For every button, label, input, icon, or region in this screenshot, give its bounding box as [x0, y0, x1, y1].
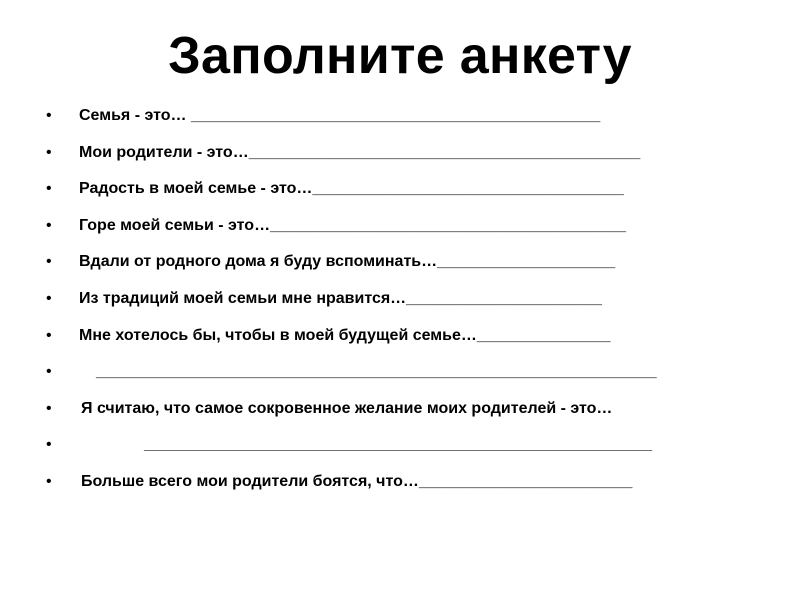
list-item — [0, 397, 800, 434]
survey-question-list — [0, 104, 800, 507]
answer-blank-line: _______________________________________________________________ — [96, 363, 657, 381]
question-text: Я считаю, что самое сокровенное желание моих родителей - это… — [81, 399, 613, 417]
bullet-icon: • — [46, 216, 52, 234]
question-text: Мне хотелось бы, чтобы в моей будущей семье…_______________ — [79, 326, 611, 344]
bullet-icon: • — [46, 399, 52, 417]
list-item — [0, 324, 800, 361]
question-text: Больше всего мои родители боятся, что…________________________ — [81, 472, 633, 490]
bullet-icon: • — [46, 253, 52, 271]
list-item — [0, 250, 800, 287]
question-text: Горе моей семьи - это…________________________________________ — [79, 216, 627, 234]
question-text: Из традиций моей семьи мне нравится…______________________ — [79, 289, 602, 307]
bullet-icon: • — [46, 472, 52, 490]
bullet-icon: • — [46, 436, 52, 454]
bullet-icon: • — [46, 107, 52, 124]
question-text: Вдали от родного дома я буду вспоминать…____________________ — [79, 253, 616, 271]
bullet-icon: • — [46, 180, 52, 198]
question-text: Радость в моей семье - это…___________________________________ — [79, 180, 624, 198]
bullet-icon: • — [46, 363, 52, 381]
bullet-icon: • — [46, 143, 52, 161]
page-title: Заполните анкету — [168, 27, 632, 85]
bullet-icon: • — [46, 289, 52, 307]
list-item — [0, 177, 800, 214]
list-item — [0, 433, 800, 470]
bullet-icon: • — [46, 326, 52, 344]
answer-blank-line: _______________________________________________________________ — [144, 437, 653, 454]
list-item — [0, 214, 800, 251]
question-text: Мои родители - это…____________________________________________ — [79, 143, 641, 161]
list-item — [0, 360, 800, 397]
list-item — [0, 470, 800, 507]
list-item — [0, 104, 800, 141]
list-item — [0, 141, 800, 178]
list-item — [0, 287, 800, 324]
question-text: Семья - это… ______________________________________________ — [79, 107, 601, 124]
